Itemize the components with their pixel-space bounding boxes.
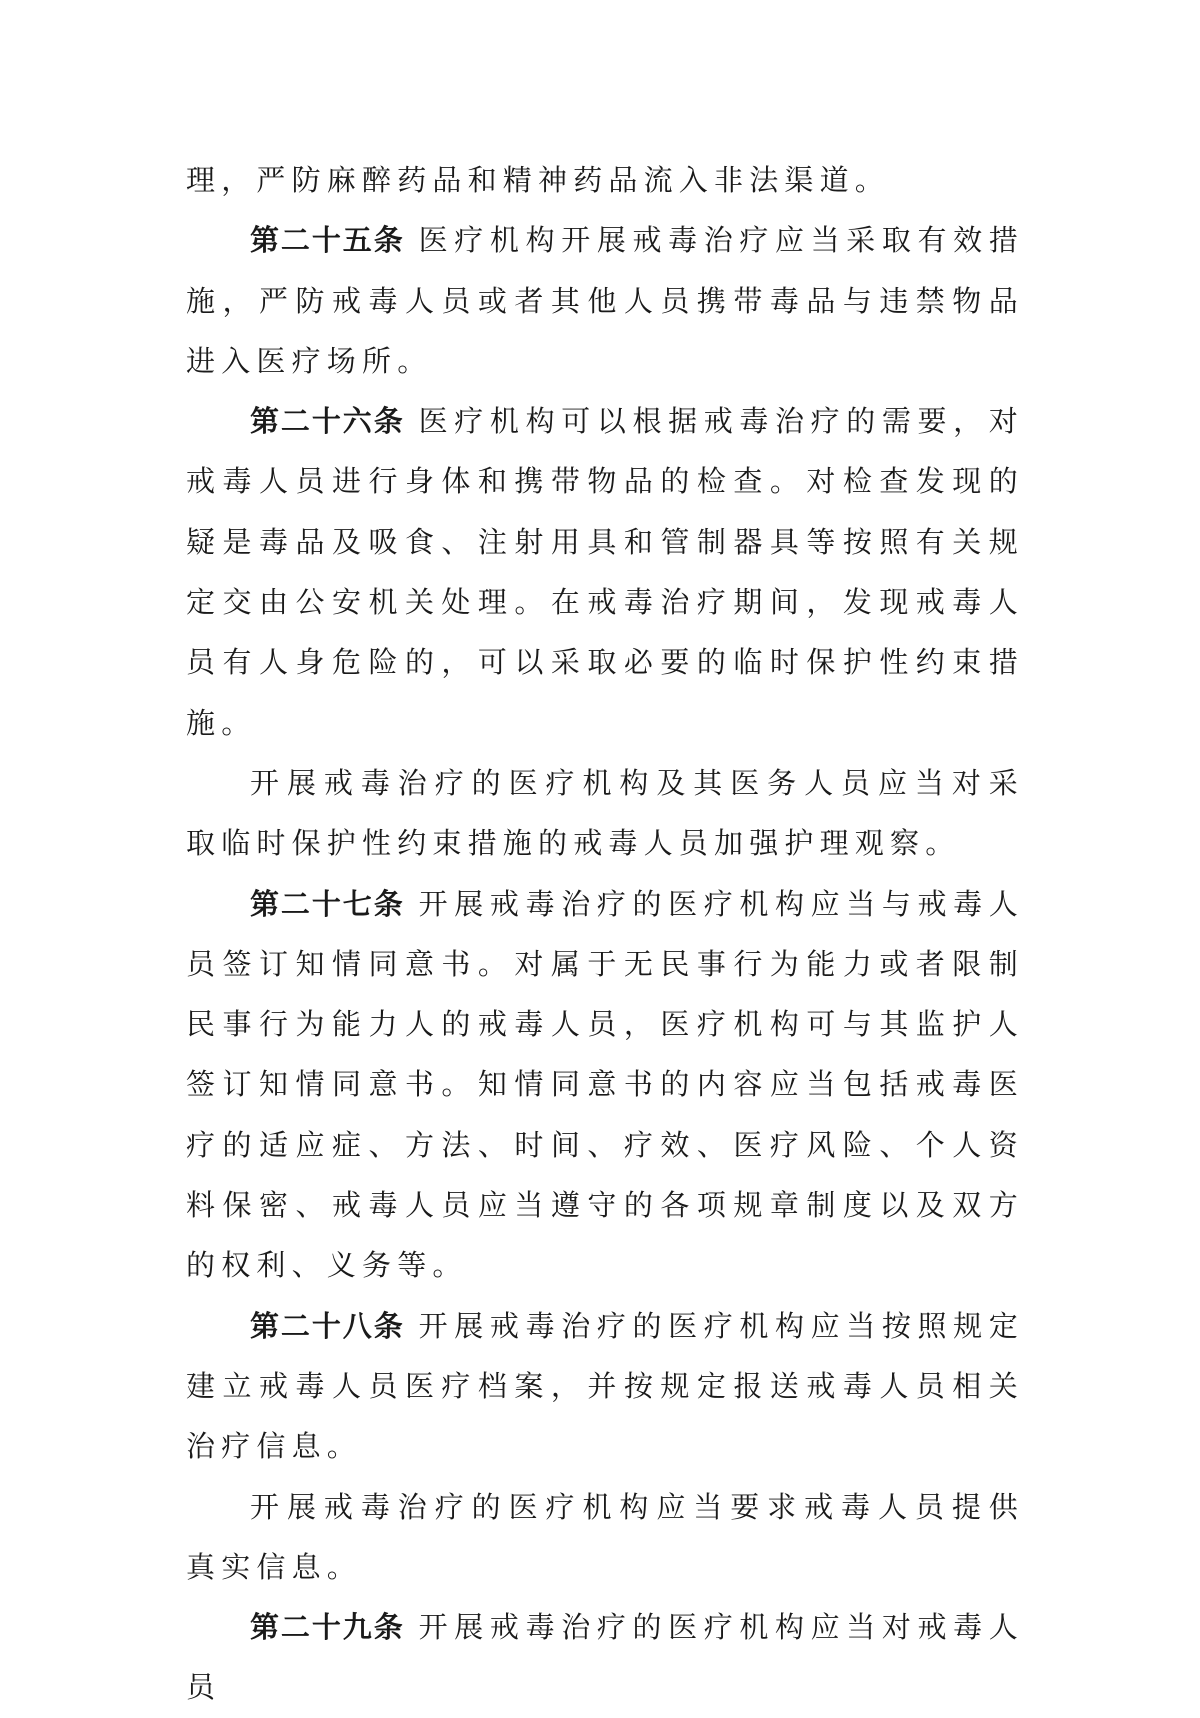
paragraph-text: 开展戒毒治疗的医疗机构应当要求戒毒人员提供真实信息。 bbox=[186, 1489, 1024, 1584]
article-title: 第二十八条 bbox=[250, 1308, 405, 1343]
article-title: 第二十七条 bbox=[250, 886, 405, 921]
article-29 bbox=[186, 1597, 1024, 1718]
article-28 bbox=[186, 1296, 1024, 1477]
article-26 bbox=[186, 391, 1024, 753]
article-text: 开展戒毒治疗的医疗机构应当按照规定建立戒毒人员医疗档案，并按规定报送戒毒人员相关治疗信息。 bbox=[186, 1308, 1024, 1464]
article-text: 开展戒毒治疗的医疗机构应当与戒毒人员签订知情同意书。对属于无民事行为能力或者限制民事行为能力人的戒毒人员，医疗机构可与其监护人签订知情同意书。知情同意书的内容应当包括戒毒医疗的适应症、方法、时间、疗效、医疗风险、个人资料保密、戒毒人员应当遵守的各项规章制度以及双方的权利、义务等。 bbox=[186, 886, 1024, 1283]
paragraph-continuation bbox=[186, 150, 1024, 210]
article-28-clause-2 bbox=[186, 1477, 1024, 1598]
article-title: 第二十五条 bbox=[250, 223, 405, 258]
article-text: 医疗机构开展戒毒治疗应当采取有效措施，严防戒毒人员或者其他人员携带毒品与违禁物品进入医疗场所。 bbox=[186, 223, 1024, 378]
article-27 bbox=[186, 874, 1024, 1296]
article-title: 第二十六条 bbox=[250, 404, 405, 439]
article-26-clause-2 bbox=[186, 753, 1024, 874]
article-text: 开展戒毒治疗的医疗机构应当对戒毒人员 bbox=[186, 1610, 1024, 1705]
paragraph-text: 理，严防麻醉药品和精神药品流入非法渠道。 bbox=[186, 163, 891, 197]
paragraph-text: 开展戒毒治疗的医疗机构及其医务人员应当对采取临时保护性约束措施的戒毒人员加强护理观察。 bbox=[186, 765, 1024, 861]
article-text: 医疗机构可以根据戒毒治疗的需要，对戒毒人员进行身体和携带物品的检查。对检查发现的疑是毒品及吸食、注射用具和管制器具等按照有关规定交由公安机关处理。在戒毒治疗期间，发现戒毒人员有人身危险的，可以采取必要的临时保护性约束措施。 bbox=[186, 404, 1024, 740]
article-25 bbox=[186, 210, 1024, 391]
article-title: 第二十九条 bbox=[250, 1610, 405, 1645]
regulation-text bbox=[186, 150, 1024, 1718]
